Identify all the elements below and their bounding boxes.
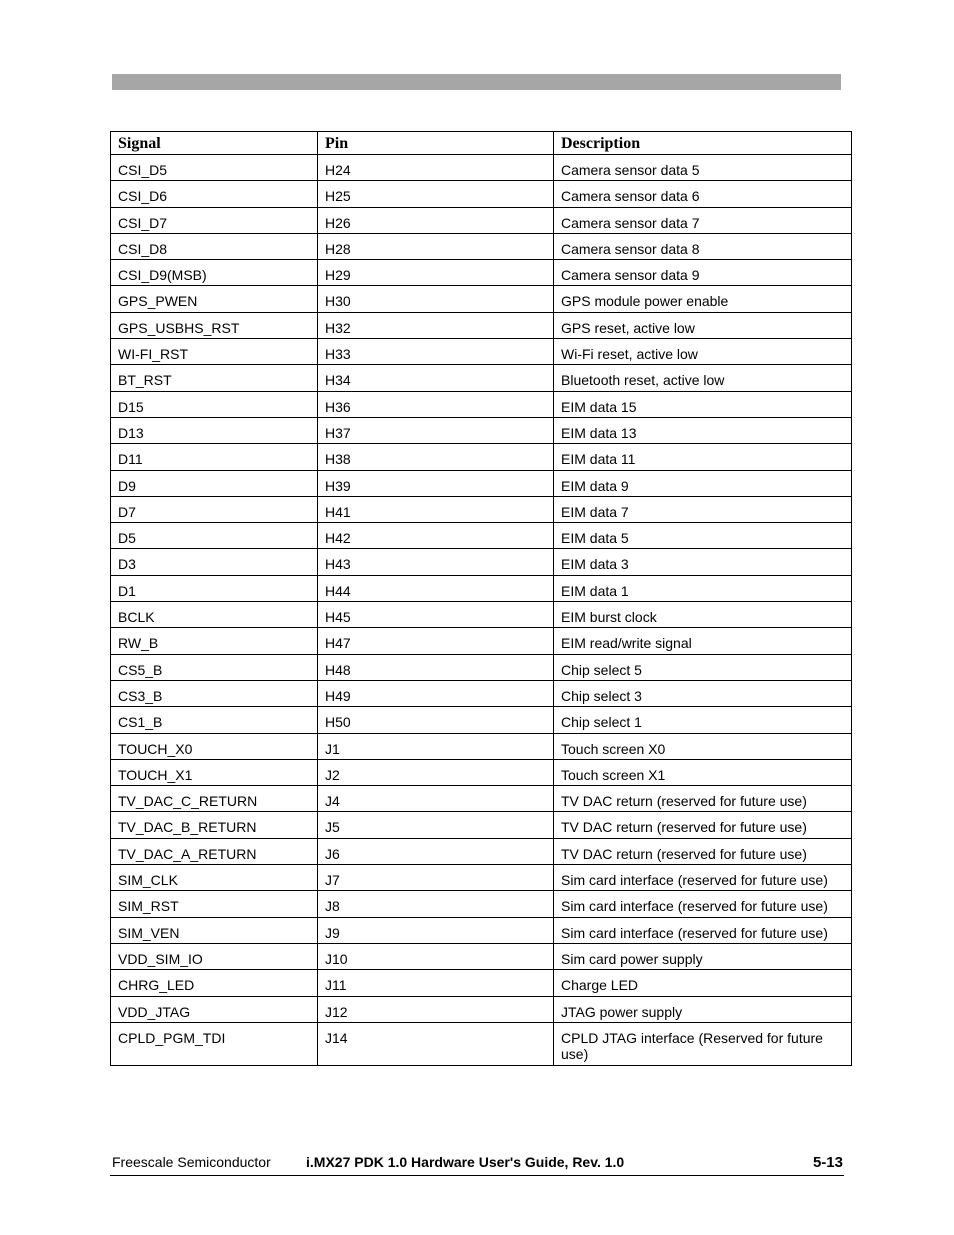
cell-description: TV DAC return (reserved for future use) [554,812,852,838]
cell-description: CPLD JTAG interface (Reserved for future use) [554,1022,852,1065]
cell-pin: J11 [318,970,554,996]
cell-description: EIM data 3 [554,549,852,575]
table-row [111,838,852,864]
cell-pin: J8 [318,891,554,917]
cell-signal: BCLK [111,602,318,628]
cell-signal: CPLD_PGM_TDI [111,1022,318,1065]
cell-description: GPS reset, active low [554,312,852,338]
cell-signal: TV_DAC_B_RETURN [111,812,318,838]
table-row [111,444,852,470]
cell-signal: GPS_PWEN [111,286,318,312]
cell-description: Camera sensor data 9 [554,260,852,286]
table-row [111,286,852,312]
cell-signal: CS1_B [111,707,318,733]
cell-pin: H47 [318,628,554,654]
cell-signal: TOUCH_X0 [111,733,318,759]
table-row [111,707,852,733]
table-row [111,680,852,706]
cell-description: Chip select 3 [554,680,852,706]
cell-description: Touch screen X0 [554,733,852,759]
cell-signal: CSI_D5 [111,155,318,181]
table-row [111,496,852,522]
table-row [111,207,852,233]
column-header-signal: Signal [111,132,318,155]
cell-signal: RW_B [111,628,318,654]
table-row [111,654,852,680]
cell-description: EIM data 1 [554,575,852,601]
column-header-pin: Pin [318,132,554,155]
cell-pin: H42 [318,523,554,549]
table-row [111,1022,852,1065]
table-row [111,996,852,1022]
cell-description: EIM data 9 [554,470,852,496]
cell-pin: J1 [318,733,554,759]
table-row [111,417,852,443]
cell-pin: H41 [318,496,554,522]
cell-description: Chip select 5 [554,654,852,680]
cell-signal: SIM_RST [111,891,318,917]
header-bar [112,74,841,90]
cell-signal: GPS_USBHS_RST [111,312,318,338]
cell-description: Sim card interface (reserved for future use) [554,865,852,891]
cell-signal: CHRG_LED [111,970,318,996]
cell-pin: J12 [318,996,554,1022]
table-row [111,391,852,417]
table-row [111,891,852,917]
cell-signal: CSI_D6 [111,181,318,207]
cell-description: TV DAC return (reserved for future use) [554,838,852,864]
cell-signal: VDD_SIM_IO [111,943,318,969]
cell-pin: H38 [318,444,554,470]
cell-pin: H36 [318,391,554,417]
cell-pin: H24 [318,155,554,181]
cell-signal: D7 [111,496,318,522]
cell-pin: J4 [318,786,554,812]
cell-description: JTAG power supply [554,996,852,1022]
table-row [111,339,852,365]
table-row [111,812,852,838]
cell-description: EIM read/write signal [554,628,852,654]
table-row [111,970,852,996]
cell-signal: D11 [111,444,318,470]
cell-description: Wi-Fi reset, active low [554,339,852,365]
signal-pin-table [110,131,852,1066]
cell-pin: H39 [318,470,554,496]
table-row [111,786,852,812]
cell-pin: J2 [318,759,554,785]
cell-signal: D5 [111,523,318,549]
table-row [111,312,852,338]
cell-description: Camera sensor data 6 [554,181,852,207]
cell-description: EIM burst clock [554,602,852,628]
table-row [111,865,852,891]
cell-pin: H45 [318,602,554,628]
cell-description: Camera sensor data 8 [554,233,852,259]
cell-pin: J9 [318,917,554,943]
cell-pin: H26 [318,207,554,233]
cell-description: GPS module power enable [554,286,852,312]
footer-divider [110,1175,844,1176]
cell-pin: J10 [318,943,554,969]
cell-pin: H34 [318,365,554,391]
footer-company: Freescale Semiconductor [112,1154,271,1170]
cell-description: EIM data 5 [554,523,852,549]
table-row [111,602,852,628]
cell-signal: D9 [111,470,318,496]
cell-signal: TOUCH_X1 [111,759,318,785]
cell-description: EIM data 15 [554,391,852,417]
cell-pin: H28 [318,233,554,259]
cell-description: Sim card interface (reserved for future use) [554,917,852,943]
cell-description: Sim card interface (reserved for future use) [554,891,852,917]
table-row [111,733,852,759]
table-body [111,155,852,1066]
footer-doc-title: i.MX27 PDK 1.0 Hardware User's Guide, Rev. 1.0 [306,1154,625,1170]
cell-pin: H50 [318,707,554,733]
table-row [111,365,852,391]
table-row [111,181,852,207]
table-row [111,260,852,286]
cell-pin: H37 [318,417,554,443]
footer-page-number: 5-13 [812,1154,843,1171]
cell-pin: H48 [318,654,554,680]
cell-description: Camera sensor data 5 [554,155,852,181]
cell-signal: CSI_D8 [111,233,318,259]
cell-pin: H30 [318,286,554,312]
cell-signal: D1 [111,575,318,601]
cell-pin: J14 [318,1022,554,1065]
table-row [111,155,852,181]
cell-pin: J5 [318,812,554,838]
table-header-row [111,132,852,155]
cell-signal: WI-FI_RST [111,339,318,365]
cell-description: EIM data 7 [554,496,852,522]
cell-signal: SIM_CLK [111,865,318,891]
cell-description: Bluetooth reset, active low [554,365,852,391]
cell-signal: D3 [111,549,318,575]
cell-description: EIM data 13 [554,417,852,443]
table-row [111,470,852,496]
cell-description: Sim card power supply [554,943,852,969]
cell-signal: CSI_D9(MSB) [111,260,318,286]
cell-description: Chip select 1 [554,707,852,733]
cell-pin: J6 [318,838,554,864]
cell-description: Camera sensor data 7 [554,207,852,233]
cell-pin: J7 [318,865,554,891]
cell-pin: H32 [318,312,554,338]
table-row [111,943,852,969]
cell-signal: CS3_B [111,680,318,706]
cell-description: EIM data 11 [554,444,852,470]
cell-signal: TV_DAC_A_RETURN [111,838,318,864]
cell-signal: D15 [111,391,318,417]
table-row [111,628,852,654]
cell-pin: H44 [318,575,554,601]
cell-pin: H25 [318,181,554,207]
cell-signal: SIM_VEN [111,917,318,943]
cell-signal: VDD_JTAG [111,996,318,1022]
page-footer [112,1154,843,1174]
cell-signal: CSI_D7 [111,207,318,233]
cell-description: Charge LED [554,970,852,996]
table-row [111,549,852,575]
cell-description: TV DAC return (reserved for future use) [554,786,852,812]
cell-signal: CS5_B [111,654,318,680]
cell-pin: H43 [318,549,554,575]
cell-pin: H33 [318,339,554,365]
table-row [111,523,852,549]
cell-pin: H49 [318,680,554,706]
cell-signal: TV_DAC_C_RETURN [111,786,318,812]
column-header-description: Description [554,132,852,155]
cell-description: Touch screen X1 [554,759,852,785]
cell-pin: H29 [318,260,554,286]
table-row [111,233,852,259]
cell-signal: BT_RST [111,365,318,391]
cell-signal: D13 [111,417,318,443]
table-row [111,575,852,601]
table-row [111,917,852,943]
table-row [111,759,852,785]
